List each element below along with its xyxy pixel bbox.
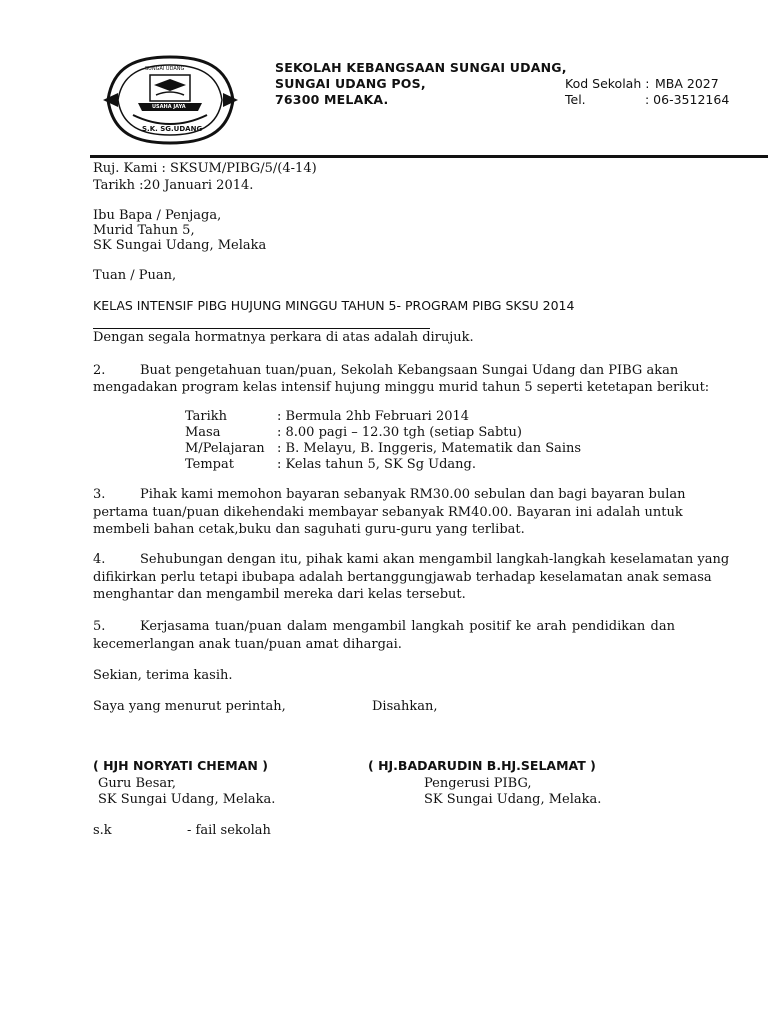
paragraph-5-number: 5.: [93, 619, 106, 634]
letter-date: Tarikh :20 Januari 2014.: [93, 178, 254, 193]
kod-sekolah-value: MBA 2027: [655, 76, 719, 91]
detail-value: : Bermula 2hb Februari 2014: [277, 409, 470, 424]
letter-subject: KELAS INTENSIF PIBG HUJUNG MINGGU TAHUN 5- PROGRAM PIBG SKSU 2014: [93, 298, 575, 313]
paragraph-1: Dengan segala hormatnya perkara di atas adalah dirujuk.: [93, 330, 474, 345]
paragraph-3-line-3: membeli bahan cetak,buku dan saguhati guru-guru yang terlibat.: [93, 522, 525, 537]
paragraph-2-line-1: Buat pengetahuan tuan/puan, Sekolah Kebangsaan Sungai Udang dan PIBG akan: [140, 363, 679, 378]
cc-label: s.k: [93, 823, 112, 838]
detail-label: Tempat: [185, 457, 234, 472]
signatory-left-place: SK Sungai Udang, Melaka.: [98, 792, 276, 807]
school-logo: [98, 55, 243, 145]
closing-remark: Sekian, terima kasih.: [93, 668, 233, 683]
detail-row: [185, 456, 234, 474]
paragraph-2-line-2: mengadakan program kelas intensif hujung minggu murid tahun 5 seperti ketetapan berikut:: [93, 380, 710, 395]
cc-value: - fail sekolah: [187, 823, 271, 838]
recipient-line-2: Murid Tahun 5,: [93, 223, 195, 238]
logo-text-bottom: S.K. SG.UDANG: [142, 125, 203, 133]
detail-label: Masa: [185, 425, 221, 440]
signatory-left-name: ( HJH NORYATI CHEMAN ): [93, 758, 268, 773]
tel-value: : 06-3512164: [645, 92, 730, 107]
salutation: Tuan / Puan,: [93, 268, 177, 283]
signature-left-intro: Saya yang menurut perintah,: [93, 699, 286, 714]
logo-text-banner: USAHA JAYA: [152, 104, 186, 110]
signatory-left-title: Guru Besar,: [98, 776, 177, 791]
school-name: SEKOLAH KEBANGSAAN SUNGAI UDANG,: [275, 60, 567, 75]
signatory-right-name: ( HJ.BADARUDIN B.HJ.SELAMAT ): [368, 758, 596, 773]
kod-sekolah-label: Kod Sekolah :: [565, 76, 650, 91]
paragraph-5-line-1: Kerjasama tuan/puan dalam mengambil langkah positif ke arah pendidikan dan: [140, 619, 675, 634]
reference-number: Ruj. Kami : SKSUM/PIBG/5/(4-14): [93, 161, 317, 176]
paragraph-4-line-3: menghantar dan mengambil mereka dari kelas tersebut.: [93, 587, 466, 602]
paragraph-3-number: 3.: [93, 487, 106, 502]
recipient-line-1: Ibu Bapa / Penjaga,: [93, 208, 222, 223]
paragraph-4-number: 4.: [93, 552, 106, 567]
recipient-line-3: SK Sungai Udang, Melaka: [93, 238, 267, 253]
detail-label: Tarikh: [185, 409, 228, 424]
detail-value: : Kelas tahun 5, SK Sg Udang.: [277, 457, 477, 472]
paragraph-5-line-2: kecemerlangan anak tuan/puan amat dihargai.: [93, 637, 402, 652]
address-line-2: 76300 MELAKA.: [275, 92, 389, 107]
signatory-right-title: Pengerusi PIBG,: [424, 776, 532, 791]
detail-value: : B. Melayu, B. Inggeris, Matematik dan Sains: [277, 441, 582, 456]
paragraph-2-number: 2.: [93, 363, 106, 378]
signatory-right-place: SK Sungai Udang, Melaka.: [424, 792, 602, 807]
paragraph-3-line-1: Pihak kami memohon bayaran sebanyak RM30.00 sebulan dan bagi bayaran bulan: [140, 487, 686, 502]
address-line-1: SUNGAI UDANG POS,: [275, 76, 426, 91]
paragraph-4-line-2: difikirkan perlu tetapi ibubapa adalah bertanggungjawab terhadap keselamatan anak semasa: [93, 570, 712, 585]
tel-label: Tel.: [565, 92, 586, 107]
detail-value: : 8.00 pagi – 12.30 tgh (setiap Sabtu): [277, 425, 522, 440]
header-divider: [90, 155, 768, 158]
paragraph-3-line-2: pertama tuan/puan dikehendaki membayar sebanyak RM40.00. Bayaran ini adalah untuk: [93, 505, 683, 520]
detail-label: M/Pelajaran: [185, 441, 265, 456]
signature-right-intro: Disahkan,: [372, 699, 438, 714]
paragraph-4-line-1: Sehubungan dengan itu, pihak kami akan mengambil langkah-langkah keselamatan yang: [140, 552, 730, 567]
logo-text-top: SUNGAI UDANG: [145, 66, 185, 72]
